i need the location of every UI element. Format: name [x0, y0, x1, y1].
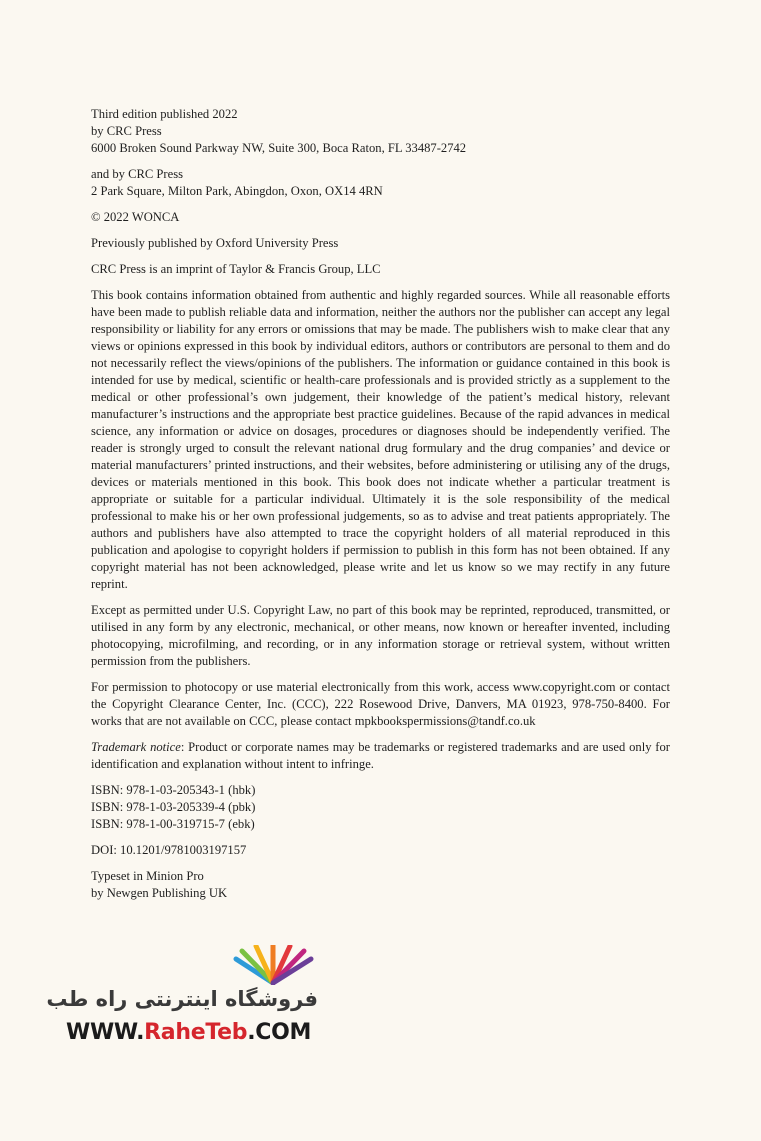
- isbn-hbk: ISBN: 978-1-03-205343-1 (hbk): [91, 783, 256, 797]
- typeset-by: by Newgen Publishing UK: [91, 886, 228, 900]
- open-book-logo-icon: [228, 945, 318, 985]
- typeset-font: Typeset in Minion Pro: [91, 869, 204, 883]
- doi: DOI: 10.1201/9781003197157: [91, 843, 247, 857]
- trademark-paragraph: [91, 739, 670, 773]
- copyright-law-paragraph: Except as permitted under U.S. Copyright Law, no part of this book may be reprinted, reproduced, transmitted, or utilised in any form by any electronic, mechanical, or other means, now known or hereafter invented, including photocopying, microfilming, and recording, or in any information storage or retrieval system, without written permission from the publishers.: [91, 603, 670, 668]
- store-url: [66, 1020, 311, 1045]
- url-suffix: .COM: [247, 1020, 312, 1045]
- trademark-label: Trademark notice: [91, 740, 181, 754]
- imprint-notice: CRC Press is an imprint of Taylor & Francis Group, LLC: [91, 262, 381, 276]
- store-name-persian: فروشگاه اینترنتی راه طب: [46, 987, 318, 1011]
- publisher-address: 6000 Broken Sound Parkway NW, Suite 300, Boca Raton, FL 33487-2742: [91, 141, 467, 155]
- rahteb-watermark: [46, 945, 330, 1055]
- trademark-text: : Product or corporate names may be trademarks or registered trademarks and are used only for identification and explanation without intent to infringe.: [91, 740, 670, 771]
- url-prefix: WWW.: [66, 1020, 145, 1045]
- copyright-page: [91, 106, 670, 911]
- permissions-paragraph: For permission to photocopy or use material electronically from this work, access www.copyright.com or contact the Copyright Clearance Center, Inc. (CCC), 222 Rosewood Drive, Danvers, MA 01923, 978-750-8400. For works that are not available on CCC, please contact mpkbookspermissions@tandf.co.uk: [91, 680, 670, 728]
- disclaimer-paragraph: This book contains information obtained from authentic and highly regarded sources. While all reasonable efforts have been made to publish reliable data and information, neither the authors nor the publisher can accept any legal responsibility or liability for any errors or omissions that may be made. The publishers wish to make clear that any views or opinions expressed in this book by individual editors, authors or contributors are personal to them and do not necessarily reflect the views/opinions of the publishers. The information or guidance contained in this book is intended for use by medical, scientific or health-care professionals and is provided strictly as a supplement to the medical or other professional’s own judgement, their knowledge of the patient’s medical history, relevant manufacturer’s instructions and the appropriate best practice guidelines. Because of the rapid advances in medical science, any information or advice on dosages, procedures or diagnoses should be independently verified. The reader is strongly urged to consult the relevant national drug formulary and the drug companies’ and device or material manufacturers’ printed instructions, and their websites, before administering or utilising any of the drugs, devices or materials mentioned in this book. This book does not indicate whether a particular treatment is appropriate or suitable for a particular individual. Ultimately it is the sole responsibility of the medical professional to make his or her own professional judgements, so as to advise and treat patients appropriately. The authors and publishers have also attempted to trace the copyright holders of all material reproduced in this publication and apologise to copyright holders if permission to publish in this form has not been obtained. If any copyright material has not been acknowledged, please write and let us know so we may rectify in any future reprint.: [91, 288, 670, 591]
- copyright-notice: © 2022 WONCA: [91, 210, 180, 224]
- second-publisher-line: and by CRC Press: [91, 167, 184, 181]
- second-publisher-block: [91, 166, 670, 200]
- edition-block: [91, 106, 670, 157]
- previously-published: Previously published by Oxford University Press: [91, 236, 339, 250]
- second-publisher-address: 2 Park Square, Milton Park, Abingdon, Oxon, OX14 4RN: [91, 184, 383, 198]
- edition-line: Third edition published 2022: [91, 107, 238, 121]
- isbn-block: [91, 782, 670, 833]
- url-brand: RaheTeb: [144, 1020, 248, 1045]
- isbn-pbk: ISBN: 978-1-03-205339-4 (pbk): [91, 800, 256, 814]
- publisher-line: by CRC Press: [91, 124, 162, 138]
- typeset-block: [91, 868, 670, 902]
- isbn-ebk: ISBN: 978-1-00-319715-7 (ebk): [91, 817, 255, 831]
